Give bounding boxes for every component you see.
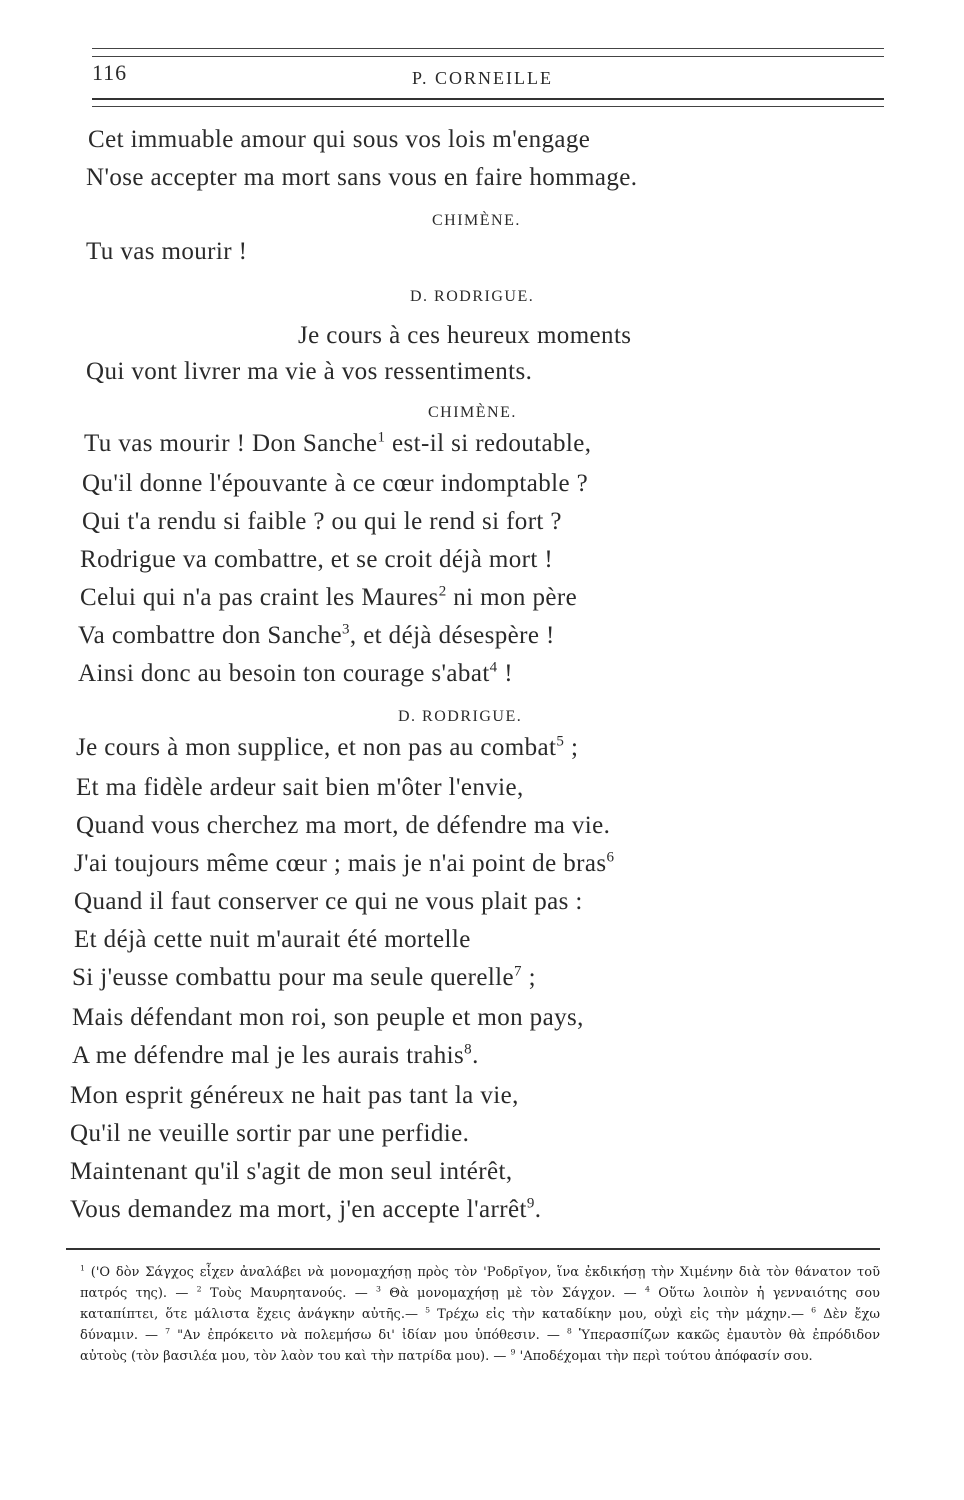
verse-line: Quand il faut conserver ce qui ne vous plait pas : (74, 888, 583, 915)
header-rule (92, 48, 884, 49)
verse-line: Qui vont livrer ma vie à vos ressentiments. (86, 358, 533, 385)
verse-line: Tu vas mourir ! (86, 238, 248, 265)
verse-line: Et déjà cette nuit m'aurait été mortelle (74, 926, 471, 953)
footnote-marker: 6 (606, 849, 615, 866)
verse-line: Tu vas mourir ! Don Sanche$^1$ est-il si redoutable, (84, 429, 592, 457)
verse-line: N'ose accepter ma mort sans vous en faire hommage. (86, 164, 638, 191)
footnote: $^5$ Τρέχω εἰς τὴν καταδίκην μου, οὐχὶ εἰς τὴν μάχην.— (425, 1305, 804, 1322)
footnote-number: 7 (165, 1326, 171, 1336)
footnote-number: 9 (510, 1347, 516, 1357)
footnote-number: 5 (425, 1305, 431, 1315)
footnote: $^8$ Ὑπερασπίζων κακῶς ἐμαυτὸν θὰ ἐπρόδιδον αὐτοὺς (τὸν βασιλέα μου, τὸν λαὸν του καὶ τὴν πατρίδα μου). — (80, 1326, 880, 1364)
verse-line: Ainsi donc au besoin ton courage s'abat$^4$ ! (78, 659, 513, 687)
footnote-number: 8 (566, 1326, 572, 1336)
footnote-rule (66, 1248, 880, 1250)
footnote-marker: 2 (438, 583, 447, 600)
verse-line: Mon esprit généreux ne hait pas tant la vie, (70, 1082, 519, 1109)
footnote: $^3$ Θὰ μονομαχήσῃ μὲ τὸν Σάγχον. — (376, 1284, 637, 1301)
footnote-marker: 1 (377, 429, 386, 446)
speaker-name: D. RODRIGUE. (398, 708, 523, 725)
speaker-name: D. RODRIGUE. (410, 288, 535, 305)
header-rule (92, 106, 884, 107)
verse-line: Cet immuable amour qui sous vos lois m'engage (88, 126, 591, 153)
verse-line: A me défendre mal je les aurais trahis$^8$. (72, 1041, 479, 1069)
verse-line: Je cours à ces heureux moments (298, 322, 632, 349)
footnote-marker: 5 (556, 733, 565, 750)
header-rule (92, 56, 884, 57)
footnote-number: 1 (80, 1263, 85, 1273)
verse-line: Celui qui n'a pas craint les Maures$^2$ ni mon père (80, 583, 578, 611)
footnote-marker: 9 (526, 1195, 535, 1212)
verse-line: Va combattre don Sanche$^3$, et déjà désespère ! (78, 621, 555, 649)
speaker-name: CHIMÈNE. (428, 404, 517, 421)
verse-line: Qu'il donne l'épouvante à ce cœur indomptable ? (82, 470, 589, 497)
footnote: $^1$ ('Ο δὸν Σάγχος εἶχεν ἀναλάβει νὰ μονομαχήσῃ πρὸς τὸν 'Ροδρῖγον, ἵνα ἐκδικήσῃ τὴν Χιμένην διὰ τὸν θάνατον τοῦ πατρός της). — (80, 1263, 880, 1301)
verse-line: Maintenant qu'il s'agit de mon seul intérêt, (70, 1158, 513, 1185)
verse-line: Je cours à mon supplice, et non pas au combat$^5$ ; (76, 733, 579, 761)
footnote: $^4$ Οὕτω λοιπὸν ἡ γενναιότης σου καταπίπτει, ὅτε μάλιστα ἔχεις ἀνάγκην αὐτῆς.— (80, 1284, 880, 1322)
verse-line: Et ma fidèle ardeur sait bien m'ôter l'envie, (76, 774, 524, 801)
verse-line: Qu'il ne veuille sortir par une perfidie. (70, 1120, 470, 1147)
footnote-marker: 4 (489, 659, 498, 676)
verse-line: Qui t'a rendu si faible ? ou qui le rend si fort ? (82, 508, 562, 535)
footnote-number: 4 (644, 1284, 650, 1294)
footnote-marker: 8 (464, 1041, 473, 1058)
footnote-number: 6 (811, 1305, 817, 1315)
running-title: P. CORNEILLE (412, 68, 553, 88)
footnote: $^6$ Δὲν ἔχω δύναμιν. — (80, 1305, 881, 1343)
footnote-marker: 7 (514, 963, 522, 980)
footnote: $^9$ 'Αποδέχομαι τὴν περὶ τούτου ἀπόφασίν σου. (510, 1347, 813, 1364)
page-number: 116 (92, 60, 128, 85)
footnote-marker: 3 (341, 621, 350, 638)
verse-line: Rodrigue va combattre, et se croit déjà mort ! (80, 546, 554, 573)
footnote-number: 3 (376, 1284, 381, 1294)
footnotes (80, 1262, 880, 1367)
verse-line: Si j'eusse combattu pour ma seule querelle$^7$ ; (72, 963, 536, 991)
footnote-number: 2 (196, 1284, 202, 1294)
verse-line: Quand vous cherchez ma mort, de défendre ma vie. (76, 812, 611, 839)
header-rule (92, 98, 884, 100)
verse-line: Mais défendant mon roi, son peuple et mon pays, (72, 1004, 584, 1031)
footnote: $^7$ "Αν ἐπρόκειτο νὰ πολεμήσω δι' ἰδίαν μου ὑπόθεσιν. — (165, 1326, 560, 1343)
verse-line: J'ai toujours même cœur ; mais je n'ai point de bras$^6$ (74, 849, 615, 877)
verse-line: Vous demandez ma mort, j'en accepte l'arrêt$^9$. (70, 1195, 542, 1223)
speaker-name: CHIMÈNE. (432, 212, 521, 229)
footnote: $^2$ Τοὺς Μαυρητανούς. — (196, 1284, 368, 1301)
